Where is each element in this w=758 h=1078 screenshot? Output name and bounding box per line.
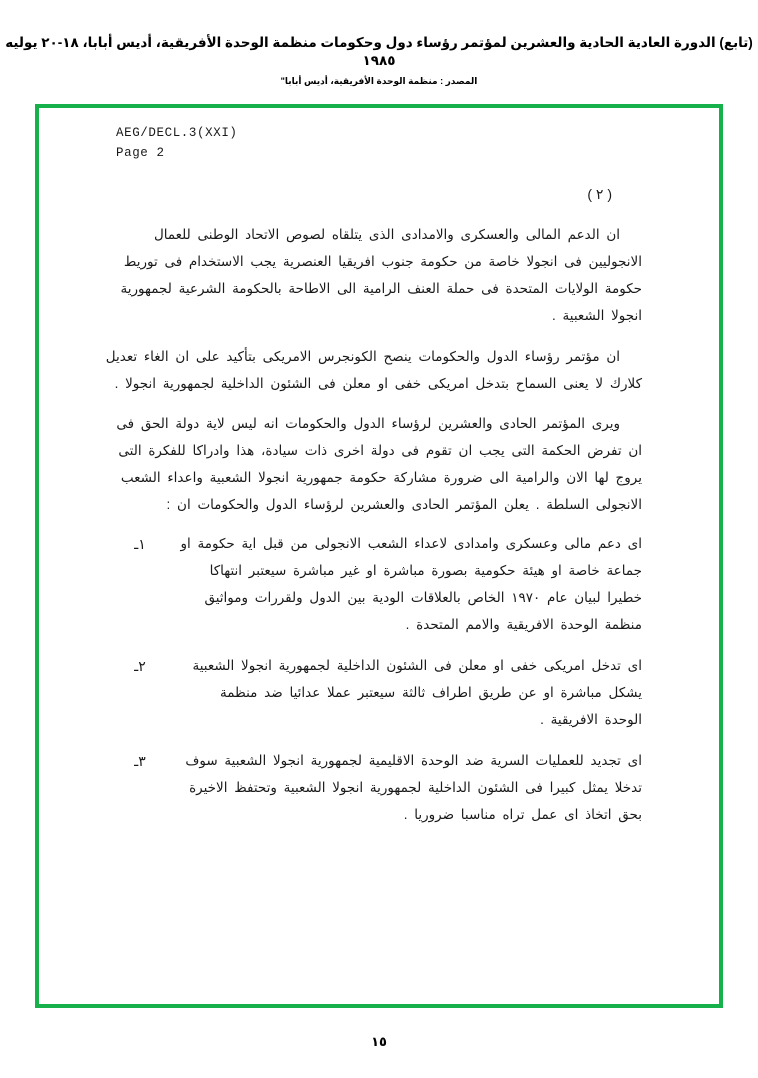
- running-head: [0, 34, 758, 87]
- document-reference-block: [116, 126, 697, 160]
- document-body: [61, 126, 697, 986]
- paragraph-2: ان مؤتمر رؤساء الدول والحكومات ينصح الكونجرس الامريكى بتأكيد على ان الغاء تعديل كلارك لا يعنى السماح بتدخل امريكى خفى او معلن فى الشئون الداخلية لجمهورية انجولا .: [105, 348, 642, 391]
- list-item-marker: ١ـ: [134, 536, 146, 552]
- document-reference: AEG/DECL.3(XXI): [116, 126, 238, 140]
- header-source: المصدر : منظمة الوحدة الأفريقية، أديس أبابا": [280, 76, 478, 87]
- list-item-text: اى تدخل امريكى خفى او معلن فى الشئون الداخلية لجمهورية انجولا الشعبية يشكل مباشرة او عن طريق اطراف ثالثة سيعتبر عملا عدائيا ضد منظمة الوحدة الافريقية .: [192, 658, 642, 727]
- list-item: [101, 530, 642, 638]
- document-page-label: Page 2: [116, 146, 165, 160]
- section-number: ( ٢ ): [587, 186, 612, 202]
- list-item-text: اى تجديد للعمليات السرية ضد الوحدة الاقليمية لجمهورية انجولا الشعبية سوف تدخلا يمثل كبيرا فى الشئون الداخلية لجمهورية انجولا الشعبية وتحتفظ الاخيرة بحق اتخاذ اى عمل تراه مناسبا ضروريا .: [185, 753, 642, 822]
- list-item-text: اى دعم مالى وعسكرى وامدادى لاعداء الشعب الانجولى من قبل اية حكومة او جماعة خاصة او هيئة حكومية بصورة مباشرة او غير مباشرة سيعتبر انتهاكا خطيرا لبيان عام ١٩٧٠ الخاص بالعلاقات الودية بين الدول ولقررات ومواثيق منظمة الوحدة الافريقية والامم المتحدة .: [180, 536, 642, 632]
- page-number: ١٥: [371, 1034, 387, 1049]
- header-title: (تابع) الدورة العادية الحادية والعشرين لمؤتمر رؤساء دول وحكومات منظمة الوحدة الأفريقية، أديس أبابا، ١٨-٢٠ يوليه ١٩٨٥: [5, 35, 753, 68]
- document-frame: [35, 104, 723, 1008]
- paragraph-3: ويرى المؤتمر الحادى والعشرين لرؤساء الدول والحكومات انه ليس لاية دولة الحق فى ان تفرض الحكمة التى يجب ان تقوم فى دولة اخرى ذات سيادة، هذا وادراكا للفكرة التى يروج لها الان والرامية الى ضرورة مشاركة حكومة جمهورية انجولا الشعبية واعداء الشعب الانجولى السلطة . يعلن المؤتمر الحادى والعشرين لرؤساء الدول والحكومات ان :: [116, 416, 642, 512]
- document-text: [101, 186, 642, 828]
- list-item-marker: ٢ـ: [134, 658, 146, 674]
- list-item: [101, 747, 642, 828]
- paragraph-1: ان الدعم المالى والعسكرى والامدادى الذى يتلقاه لصوص الاتحاد الوطنى للعمال الانجوليين فى انجولا خاصة من حكومة جنوب افريقيا العنصرية يجب الاستخدام فى توريط حكومة الولايات المتحدة فى حملة العنف الرامية الى الاطاحة بالحكومة الشرعية لجمهورية انجولا الشعبية .: [120, 227, 642, 323]
- list-item-marker: ٣ـ: [134, 753, 146, 769]
- list-item: [101, 652, 642, 733]
